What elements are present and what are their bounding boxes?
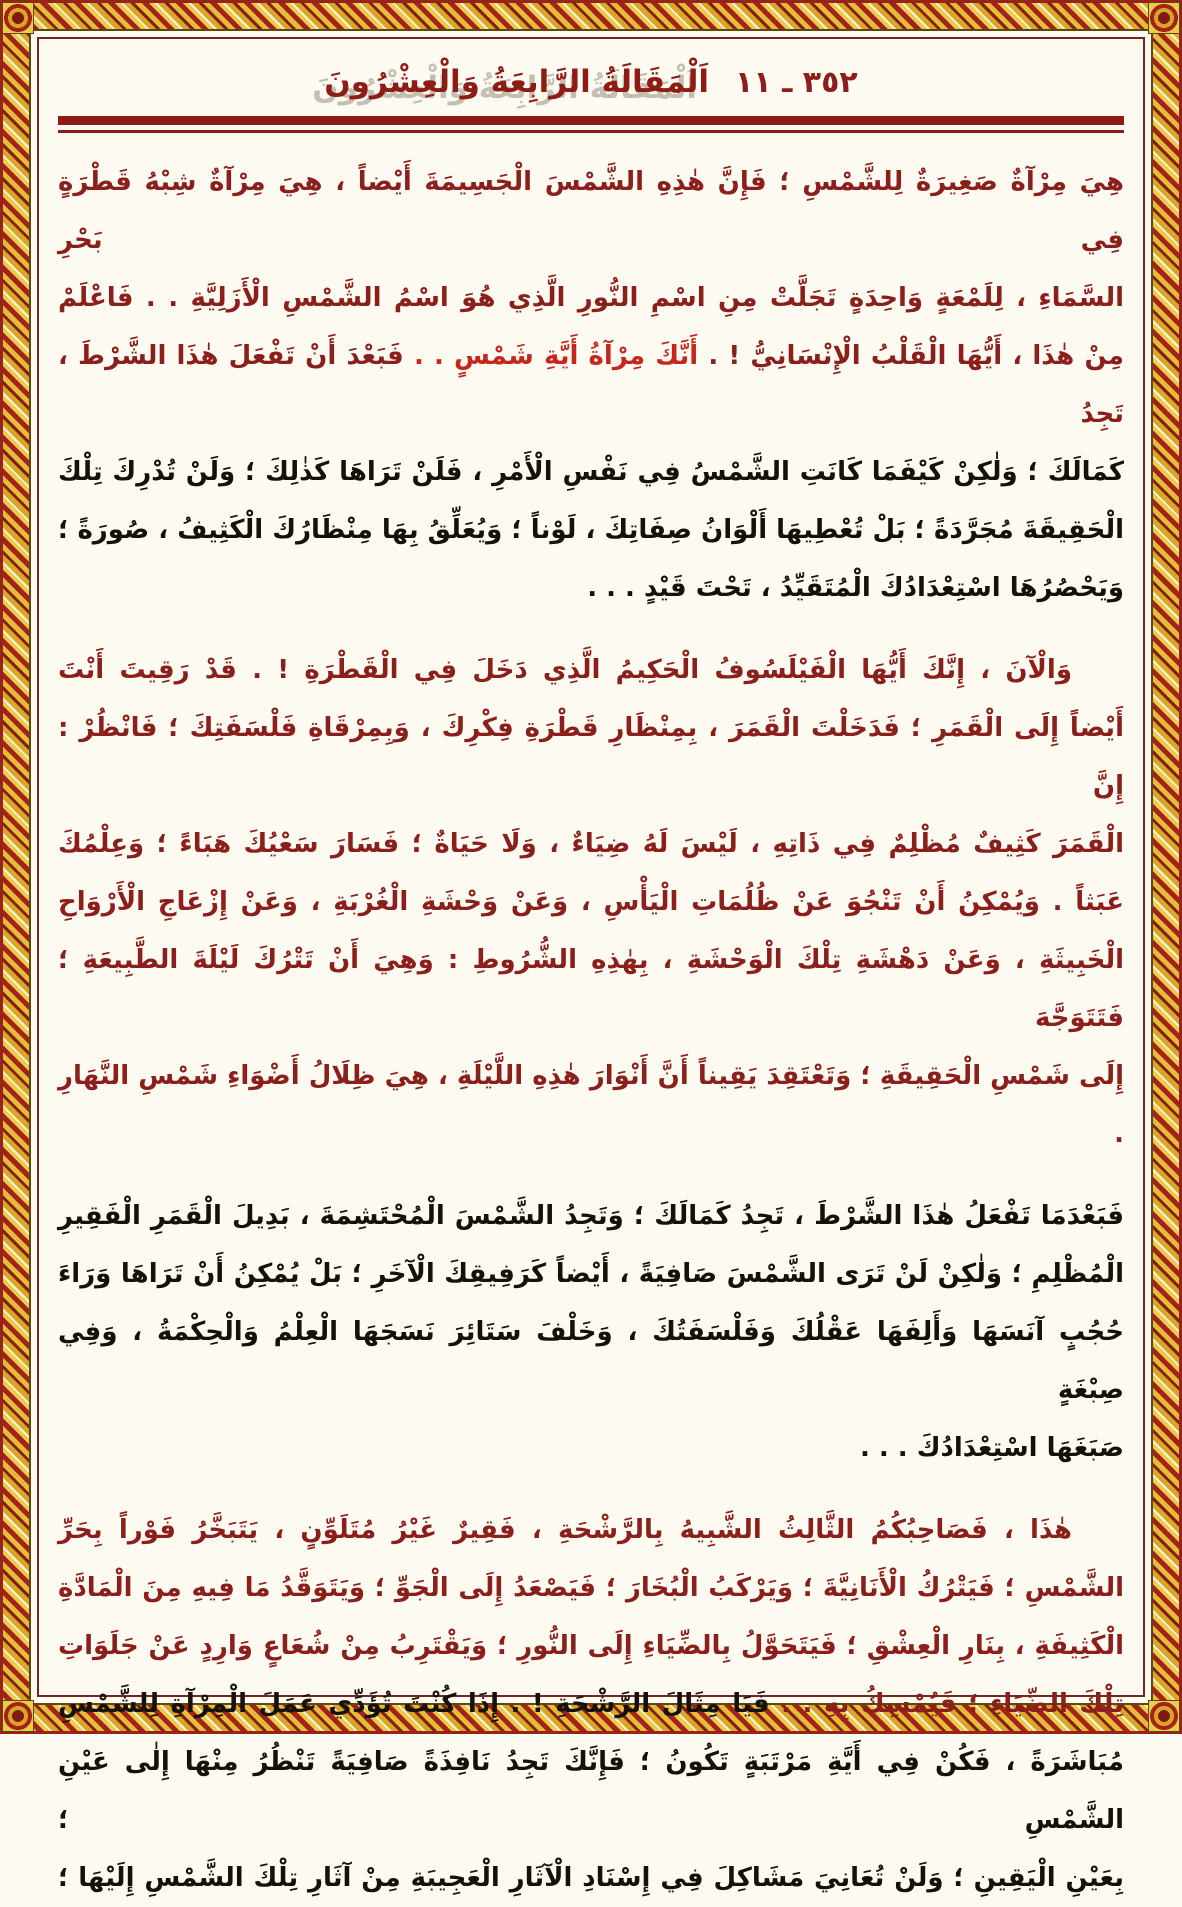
border-corner-ornament	[2, 1700, 34, 1732]
text-line	[58, 1187, 1124, 1245]
text-segment: الشَّمْسِ ؛ فَيَتْرُكُ الْأَنَانِيَّةَ ؛ وَيَرْكَبُ الْبُخَارَ ؛ فَيَصْعَدُ إِلَى الْجَوِّ ؛ وَيَتَوَقَّدُ مَا فِيهِ مِنَ الْمَادَّةِ	[58, 1573, 1124, 1603]
text-line	[58, 1733, 1124, 1849]
text-segment: وَالْآنَ ، إِنَّكَ أَيُّهَا الْفَيْلَسُوفُ الْحَكِيمُ الَّذِي دَخَلَ فِي الْقَطْرَةِ ! . قَدْ رَقِيتَ أَنْتَ	[58, 655, 1072, 685]
text-segment: الْكَثِيفَةِ ، بِنَارِ الْعِشْقِ ؛ فَيَتَحَوَّلُ بِالضِّيَاءِ إِلَى النُّورِ ؛ وَيَقْتَرِبُ مِنْ شُعَاعٍ وَارِدٍ عَنْ جَلَوَاتِ	[58, 1631, 1124, 1661]
page-number: ٣٥٢ ـ ١١	[735, 65, 858, 100]
text-line	[58, 1245, 1124, 1303]
text-segment: هِيَ مِرْآةٌ صَغِيرَةٌ لِلشَّمْسِ ؛ فَإِنَّ هٰذِهِ الشَّمْسَ الْجَسِيمَةَ أَيْضاً ، هِيَ مِرْآةٌ شِبْهُ قَطْرَةٍ فِي بَحْرِ	[58, 167, 1124, 255]
paragraph	[58, 641, 1124, 1163]
text-segment: حُجُبٍ آنَسَهَا وَأَلِفَهَا عَقْلُكَ وَفَلْسَفَتُكَ ، وَخَلْفَ سَتَائِرَ نَسَجَهَا الْعِلْمُ وَالْحِكْمَةُ ، وَفِي صِبْغَةٍ	[58, 1317, 1124, 1405]
text-segment: عَبَثاً . وَيُمْكِنُ أَنْ تَنْجُوَ عَنْ ظُلُمَاتِ الْيَأْسِ ، وَعَنْ وَحْشَةِ الْغُرْبَةِ ، وَعَنْ إِزْعَاجِ الْأَرْوَاحِ	[58, 887, 1124, 917]
page-header	[58, 64, 1124, 100]
text-segment: فَبَعْدَمَا تَفْعَلُ هٰذَا الشَّرْطَ ، تَجِدُ كَمَالَكَ ؛ وَتَجِدُ الشَّمْسَ الْمُحْتَشِمَةَ ، بَدِيلَ الْقَمَرِ الْفَقِيرِ	[58, 1201, 1124, 1231]
text-segment: فَبَعْدَ أَنْ تَفْعَلَ هٰذَا الشَّرْطَ ، تَجِدُ	[58, 341, 1124, 429]
text-line	[58, 1419, 1124, 1477]
text-segment: فَيَا مِثَالَ الرَّشْحَةِ ! . إِذَا كُنْتَ تُؤَدِّي عَمَلَ الْمِرْآةِ لِلشَّمْسِ	[58, 1689, 770, 1719]
text-segment: السَّمَاءِ ، لِلَمْعَةٍ وَاحِدَةٍ تَجَلَّتْ مِنِ اسْمِ النُّورِ الَّذِي هُوَ اسْمُ الشَّمْسِ الْأَزَلِيَّةِ . . فَاعْلَمْ	[58, 283, 1124, 313]
page-content	[58, 42, 1124, 1893]
text-line	[58, 1501, 1124, 1559]
paragraph	[58, 153, 1124, 617]
border-corner-ornament	[1148, 2, 1180, 34]
text-line	[58, 815, 1124, 873]
text-segment: مُبَاشَرَةً ، فَكُنْ فِي أَيَّةِ مَرْتَبَةٍ تَكُونُ ؛ فَإِنَّكَ تَجِدُ نَافِذَةً صَافِيَةً تَنْظُرُ مِنْهَا إِلٰى عَيْنِ الشَّمْسِ ؛	[58, 1747, 1124, 1835]
text-segment: كَمَالَكَ ؛ وَلٰكِنْ كَيْفَمَا كَانَتِ الشَّمْسُ فِي نَفْسِ الْأَمْرِ ، فَلَنْ تَرَاهَا كَذٰلِكَ ؛ وَلَنْ تُدْرِكَ تِلْكَ	[58, 457, 1124, 487]
text-line	[58, 699, 1124, 815]
text-segment: أَنَّكَ مِرْآةُ أَيَّةِ شَمْسٍ . .	[403, 341, 699, 371]
text-segment: الْحَقِيقَةَ مُجَرَّدَةً ؛ بَلْ تُعْطِيهَا أَلْوَانُ صِفَاتِكَ ، لَوْناً ؛ وَيُعَلِّقُ بِهَا مِنْظَارُكَ الْكَثِيفُ ، صُورَةً ؛	[58, 515, 1124, 545]
text-line	[58, 641, 1124, 699]
text-segment: الْقَمَرَ كَثِيفٌ مُظْلِمٌ فِي ذَاتِهِ ، لَيْسَ لَهُ ضِيَاءٌ ، وَلَا حَيَاةٌ ؛ فَسَارَ سَعْيُكَ هَبَاءً ؛ وَعِلْمُكَ	[58, 829, 1124, 859]
text-line	[58, 1849, 1124, 1907]
text-line	[58, 443, 1124, 501]
header-rule-thin-line	[58, 130, 1124, 133]
paragraph	[58, 1187, 1124, 1477]
text-segment: الْخَبِيثَةِ ، وَعَنْ دَهْشَةِ تِلْكَ الْوَحْشَةِ ، بِهٰذِهِ الشُّرُوطِ : وَهِيَ أَنْ تَتْرُكَ لَيْلَةَ الطَّبِيعَةِ ؛ فَتَتَوَجَّهَ	[58, 945, 1124, 1033]
text-line	[58, 559, 1124, 617]
text-line	[58, 153, 1124, 269]
text-line	[58, 873, 1124, 931]
border-corner-ornament	[1148, 1700, 1180, 1732]
text-line	[58, 501, 1124, 559]
text-line	[58, 1617, 1124, 1675]
header-rule-thick-line	[58, 116, 1124, 125]
text-line	[58, 1559, 1124, 1617]
text-line	[58, 269, 1124, 327]
text-line	[58, 1675, 1124, 1733]
text-segment: تِلْكَ الضِّيَاءِ ؛ فَيُمْسِكُ بِهِ . .	[769, 1689, 1124, 1719]
text-segment: أَيْضاً إِلَى الْقَمَرِ ؛ فَدَخَلْتَ الْقَمَرَ ، بِمِنْظَارِ قَطْرَةِ فِكْرِكَ ، وَبِمِرْقَاةِ فَلْسَفَتِكَ ؛ فَانْظُرْ : إِنَّ	[58, 713, 1124, 801]
text-line	[58, 327, 1124, 443]
body-text	[58, 153, 1124, 1907]
text-segment: بِعَيْنِ الْيَقِينِ ؛ وَلَنْ تُعَانِيَ مَشَاكِلَ فِي إِسْنَادِ الْآثَارِ الْعَجِيبَةِ مِنْ آثَارِ تِلْكَ الشَّمْسِ إِلَيْهَا ؛	[58, 1863, 1124, 1893]
text-segment: وَيَحْصُرُهَا اسْتِعْدَادُكَ الْمُتَقَيِّدُ ، تَحْتَ قَيْدٍ . . .	[587, 573, 1124, 603]
text-line	[58, 931, 1124, 1047]
text-line	[58, 1303, 1124, 1419]
text-segment: صَبَغَهَا اسْتِعْدَادُكَ . . .	[859, 1433, 1124, 1463]
border-corner-ornament	[2, 2, 34, 34]
paragraph	[58, 1501, 1124, 1907]
text-segment: مِنْ هٰذَا ، أَيُّهَا الْقَلْبُ الْإِنْسَانِيُّ ! .	[698, 341, 1124, 371]
page-title: اَلْمَقَالَةُ الرَّابِعَةُ وَالْعِشْرُونَ	[324, 64, 710, 100]
header-rule	[58, 116, 1124, 133]
text-segment: الْمُظْلِمِ ؛ وَلٰكِنْ لَنْ تَرَى الشَّمْسَ صَافِيَةً ، أَيْضاً كَرَفِيقِكَ الْآخَرِ ؛ بَلْ يُمْكِنُ أَنْ تَرَاهَا وَرَاءَ	[58, 1259, 1124, 1289]
text-segment: هٰذَا ، فَصَاحِبُكُمُ الثَّالِثُ الشَّبِيهُ بِالرَّشْحَةِ ، فَقِيرٌ غَيْرُ مُتَلَوِّنٍ ، يَتَبَخَّرُ فَوْراً بِحَرِّ	[58, 1515, 1072, 1545]
text-segment: إِلَى شَمْسِ الْحَقِيقَةِ ؛ وَتَعْتَقِدَ يَقِيناً أَنَّ أَنْوَارَ هٰذِهِ اللَّيْلَةِ ، هِيَ ظِلَالُ أَضْوَاءِ شَمْسِ النَّهَارِ .	[58, 1061, 1124, 1149]
text-line	[58, 1047, 1124, 1163]
